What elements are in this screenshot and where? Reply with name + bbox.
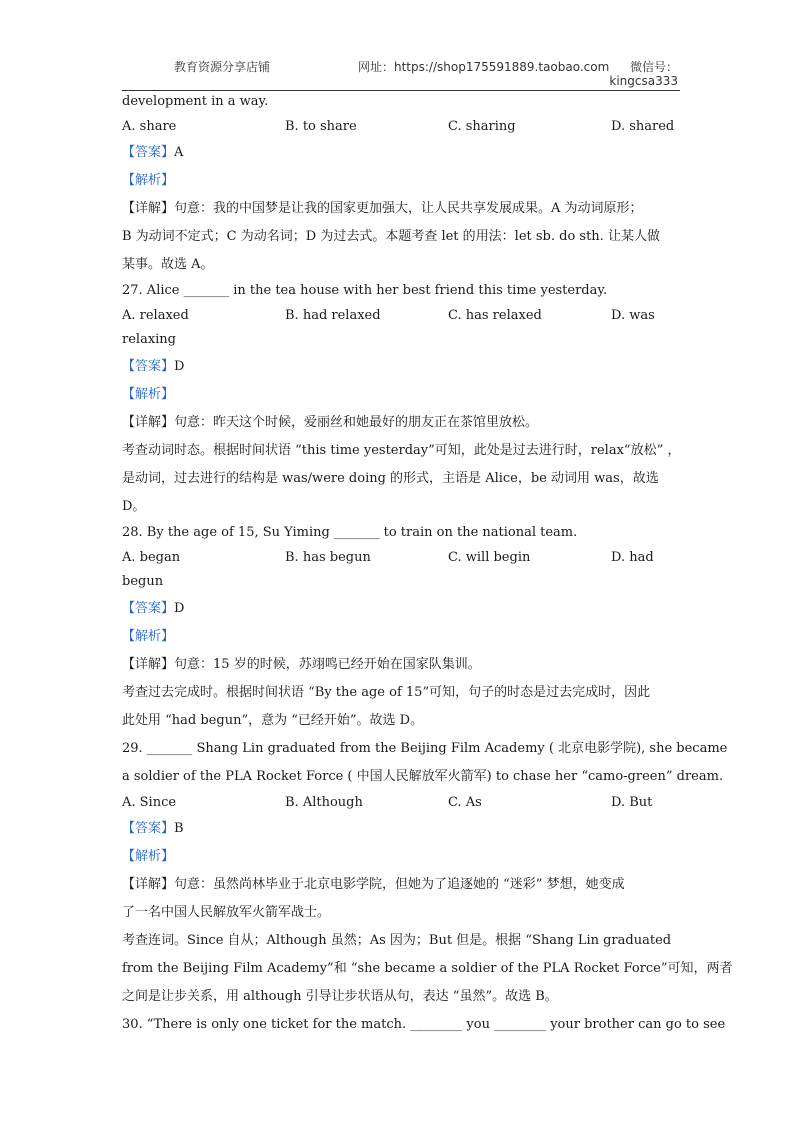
q27-option-a: A. relaxed (122, 307, 189, 323)
q26-detail-1 (122, 195, 692, 223)
q26-option-d: D. shared (611, 118, 675, 134)
q27-option-b: B. had relaxed (285, 307, 381, 323)
q29-option-d: D. But (611, 794, 653, 810)
q29-answer-value: B (174, 821, 184, 837)
q29-stem-1: 29. _______ Shang Lin graduated from the Beijing Film Academy ( 北京电影学院), she became (122, 740, 728, 756)
q28-option-d: D. had (611, 549, 654, 565)
q26-option-b: B. to share (285, 118, 357, 134)
q28-explain-1: 考查过去完成时。根据时间状语 “By the age of 15”可知，句子的时态是过去完成时，因此 (122, 684, 651, 700)
q28-answer (122, 595, 692, 623)
q29-option-a: A. Since (122, 794, 177, 810)
q29-option-b: B. Although (285, 794, 363, 810)
q27-options (122, 304, 692, 329)
q27-option-c: C. has relaxed (448, 307, 542, 323)
q27-stem: 27. Alice _______ in the tea house with her best friend this time yesterday. (122, 283, 608, 299)
q26-answer (122, 139, 692, 167)
q29-detail-text-1: 句意：虽然尚林毕业于北京电影学院，但她为了追逐她的 “迷彩” 梦想，她变成 (174, 877, 625, 893)
q28-stem: 28. By the age of 15, Su Yiming _______ to train on the national team. (122, 524, 578, 540)
q29-stem-2: a soldier of the PLA Rocket Force ( 中国人民解放军火箭军) to chase her “camo-green” dream. (122, 768, 724, 784)
q28-option-wrap: begun (122, 574, 164, 590)
q27-option-wrap: relaxing (122, 332, 176, 348)
answer-tag: 【答案】 (122, 145, 175, 161)
q26-stem-tail: development in a way. (122, 94, 269, 109)
q29-analysis-tag: 【解析】 (122, 849, 175, 865)
q27-answer-value: D (174, 358, 185, 374)
q26-option-a: A. share (122, 118, 177, 134)
q29-answer (122, 815, 692, 843)
q27-explain-2: 是动词，过去进行的结构是 was/were doing 的形式，主语是 Alice，be 动词用 was，故选 (122, 470, 659, 486)
document-body (122, 90, 733, 1039)
page-header (122, 0, 680, 91)
q26-answer-value: A (174, 145, 184, 161)
q28-options (122, 546, 692, 571)
answer-tag: 【答案】 (122, 358, 175, 374)
q29-explain-2: from the Beijing Film Academy”和 “she became a soldier of the PLA Rocket Force”可知，两者 (122, 961, 733, 977)
header-wechat-label: 微信号： (629, 60, 678, 74)
q26-detail-3: 某事。故选 A。 (122, 257, 214, 273)
q26-detail-2: B 为动词不定式；C 为动名词；D 为过去式。本题考查 let 的用法：let sb. do sth. 让某人做 (122, 229, 660, 245)
q29-explain-1: 考查连词。Since 自从；Although 虽然；As 因为；But 但是。根据 “Shang Lin graduated (122, 933, 672, 949)
q30-stem: 30. “There is only one ticket for the match. ________ you ________ your brother can go to see (122, 1017, 726, 1033)
q28-option-a: A. began (122, 549, 181, 565)
q29-detail-1 (122, 871, 692, 899)
q27-explain-3: D。 (122, 498, 146, 514)
q28-explain-2: 此处用 “had begun”，意为 “已经开始”。故选 D。 (122, 712, 424, 728)
q28-analysis-tag: 【解析】 (122, 628, 175, 644)
header-wechat-id: kingcsa333 (609, 74, 678, 88)
q27-answer (122, 353, 692, 381)
q29-explain-3: 之间是让步关系，用 although 引导让步状语从句，表达 “虽然”。故选 B。 (122, 989, 558, 1005)
q27-detail-text: 句意：昨天这个时候，爱丽丝和她最好的朋友正在茶馆里放松。 (174, 414, 539, 430)
q29-detail-2: 了一名中国人民解放军火箭军战士。 (122, 905, 331, 921)
q26-options (122, 115, 692, 140)
q29-option-c: C. As (448, 794, 482, 810)
detail-tag: 【详解】 (122, 877, 175, 893)
q28-answer-value: D (174, 600, 185, 616)
q27-option-d: D. was (611, 307, 655, 323)
q29-options (122, 791, 692, 816)
detail-tag: 【详解】 (122, 414, 175, 430)
detail-tag: 【详解】 (122, 201, 175, 217)
q27-analysis-tag: 【解析】 (122, 386, 175, 402)
q27-explain-1: 考查动词时态。根据时间状语 “this time yesterday”可知，此处是过去进行时，relax“放松” ， (122, 442, 681, 458)
q26-detail-text-1: 句意：我的中国梦是让我的国家更加强大，让人民共享发展成果。A 为动词原形； (174, 201, 643, 217)
answer-tag: 【答案】 (122, 600, 175, 616)
q26-option-c: C. sharing (448, 118, 516, 134)
q27-detail (122, 409, 692, 437)
q28-option-c: C. will begin (448, 549, 531, 565)
q26-analysis-tag: 【解析】 (122, 173, 175, 189)
header-website: 网址：https://shop175591889.taobao.com (358, 60, 610, 74)
q28-detail-text: 句意：15 岁的时候，苏翊鸣已经开始在国家队集训。 (174, 656, 481, 672)
answer-tag: 【答案】 (122, 821, 175, 837)
q28-detail (122, 651, 692, 679)
q28-option-b: B. has begun (285, 549, 371, 565)
header-shop-name: 教育资源分享店铺 (174, 60, 271, 74)
detail-tag: 【详解】 (122, 656, 175, 672)
